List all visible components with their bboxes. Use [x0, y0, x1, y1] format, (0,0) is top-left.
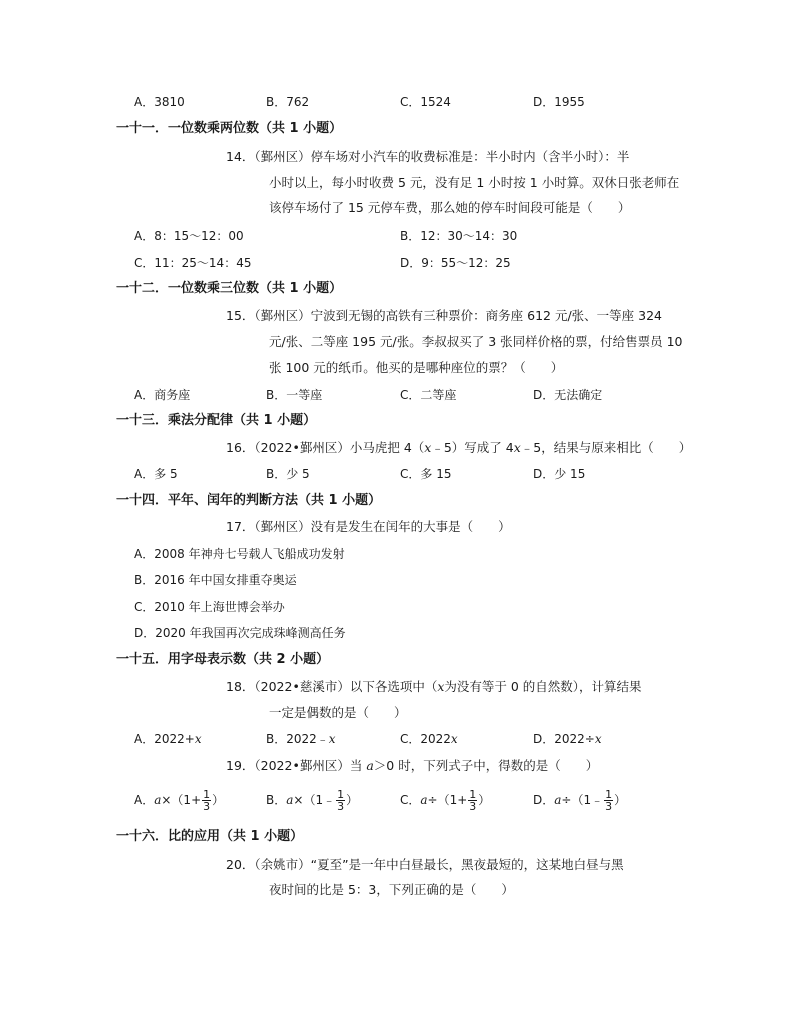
q19-option-a-label: A． [134, 793, 155, 807]
var-x: x [594, 732, 602, 746]
q18-text-post: 为没有等于 0 的自然数），计算结果 [444, 679, 642, 694]
fraction-numerator: 1 [605, 788, 613, 801]
q18-option-a-text: A．2022+ [134, 732, 195, 746]
var-x: x [194, 732, 202, 746]
q18-option-b-text: B．2022﹣ [266, 732, 329, 746]
q18-option-c [400, 731, 458, 747]
fraction-denominator: 3 [605, 800, 613, 813]
q16-option-a: A．多 5 [134, 467, 178, 481]
question-15-line2: 元/张、二等座 195 元/张。李叔叔买了 3 张同样价格的票，付给售票员 10 [269, 334, 683, 349]
question-14-line2: 小时以上，每小时收费 5 元，没有足 1 小时按 1 小时算。双休日张老师在 [269, 175, 680, 190]
q19-option-c-op: ÷（1+ [427, 793, 468, 807]
q14-option-d: D．9：55～12：25 [400, 256, 511, 270]
q18-option-d [533, 731, 602, 747]
q18-text-pre: 18．（2022•慈溪市）以下各选项中（ [226, 679, 438, 694]
option-a: A．3810 [134, 95, 185, 109]
question-15-line1: 15．（鄞州区）宁波到无锡的高铁有三种票价：商务座 612 元/张、一等座 324 [226, 308, 663, 323]
var-x: x [513, 440, 521, 455]
var-x: x [328, 732, 336, 746]
section-title-14: 一十四．平年、闰年的判断方法（共 1 小题） [116, 493, 382, 508]
q16-text-mid: ﹣5）写成了 4 [431, 440, 514, 455]
question-18-line2: 一定是偶数的是（ ） [269, 705, 407, 720]
var-x: x [437, 679, 445, 694]
fraction [202, 789, 211, 812]
fraction [604, 789, 613, 812]
q19-option-d-op: ÷（1﹣ [561, 793, 604, 807]
section-title-12: 一十二．一位数乘三位数（共 1 小题） [116, 281, 343, 296]
q19-option-b-op: ×（1﹣ [293, 793, 336, 807]
option-d: D．1955 [533, 95, 585, 109]
question-16 [226, 440, 691, 456]
q19-option-c-label: C． [400, 793, 421, 807]
q19-option-b-label: B． [266, 793, 287, 807]
q19-option-d-close: ） [614, 793, 627, 807]
var-x: x [450, 732, 458, 746]
question-20-line1: 20．（余姚市）“夏至”是一年中白昼最长，黑夜最短的，这某地白昼与黑 [226, 857, 624, 872]
q15-option-a: A．商务座 [134, 388, 191, 402]
q17-option-b: B．2016 年中国女排重夺奥运 [134, 573, 297, 587]
option-c: C．1524 [400, 95, 451, 109]
section-title-15: 一十五．用字母表示数（共 2 小题） [116, 652, 330, 667]
fraction-denominator: 3 [203, 800, 211, 813]
q17-option-a: A．2008 年神舟七号载人飞船成功发射 [134, 547, 345, 561]
option-b: B．762 [266, 95, 310, 109]
fraction-denominator: 3 [469, 800, 477, 813]
q18-option-b [266, 731, 336, 747]
q15-option-c: C．二等座 [400, 388, 457, 402]
question-15-line3: 张 100 元的纸币。他买的是哪种座位的票？（ ） [269, 360, 564, 375]
q19-text-post: ＞0 时，下列式子中，得数的是（ ） [373, 758, 599, 773]
q18-option-a [134, 731, 202, 747]
fraction-numerator: 1 [469, 788, 477, 801]
q16-option-b: B．少 5 [266, 467, 310, 481]
q19-option-b [266, 788, 358, 812]
fraction-denominator: 3 [337, 800, 345, 813]
var-a: a [366, 758, 374, 773]
section-title-16: 一十六．比的应用（共 1 小题） [116, 829, 304, 844]
var-a: a [554, 793, 562, 807]
q16-text-pre: 16．（2022•鄞州区）小马虎把 4（ [226, 440, 425, 455]
fraction [336, 789, 345, 812]
fraction [468, 789, 477, 812]
q18-option-d-text: D．2022÷ [533, 732, 595, 746]
q19-option-d-label: D． [533, 793, 555, 807]
q19-option-c-close: ） [478, 793, 491, 807]
question-19 [226, 758, 598, 774]
q16-text-post: ﹣5，结果与原来相比（ ） [520, 440, 692, 455]
question-18-line1 [226, 679, 642, 695]
var-a: a [286, 793, 294, 807]
q15-option-b: B．一等座 [266, 388, 323, 402]
q16-option-c: C．多 15 [400, 467, 452, 481]
question-20-line2: 夜时间的比是 5：3，下列正确的是（ ） [269, 882, 514, 897]
var-a: a [154, 793, 162, 807]
q17-option-d: D．2020 年我国再次完成珠峰测高任务 [134, 626, 346, 640]
q18-option-c-text: C．2022 [400, 732, 451, 746]
section-title-11: 一十一．一位数乘两位数（共 1 小题） [116, 121, 343, 136]
q19-option-b-close: ） [346, 793, 359, 807]
question-14-line1: 14．（鄞州区）停车场对小汽车的收费标准是：半小时内（含半小时）：半 [226, 149, 630, 164]
section-title-13: 一十三．乘法分配律（共 1 小题） [116, 413, 317, 428]
q19-option-d [533, 788, 626, 812]
q14-option-c: C．11：25～14：45 [134, 256, 252, 270]
fraction-numerator: 1 [203, 788, 211, 801]
q14-option-a: A．8：15～12：00 [134, 229, 244, 243]
q16-option-d: D．少 15 [533, 467, 586, 481]
question-14-line3: 该停车场付了 15 元停车费，那么她的停车时间段可能是（ ） [269, 200, 631, 215]
q19-option-a-op: ×（1+ [161, 793, 202, 807]
q19-option-a [134, 788, 224, 812]
var-a: a [420, 793, 428, 807]
var-x: x [424, 440, 432, 455]
q19-option-a-close: ） [212, 793, 225, 807]
q15-option-d: D．无法确定 [533, 388, 603, 402]
question-17: 17．（鄞州区）没有是发生在闰年的大事是（ ） [226, 519, 511, 534]
q19-text-pre: 19．（2022•鄞州区）当 [226, 758, 367, 773]
fraction-numerator: 1 [337, 788, 345, 801]
q17-option-c: C．2010 年上海世博会举办 [134, 600, 285, 614]
q14-option-b: B．12：30～14：30 [400, 229, 518, 243]
q19-option-c [400, 788, 490, 812]
